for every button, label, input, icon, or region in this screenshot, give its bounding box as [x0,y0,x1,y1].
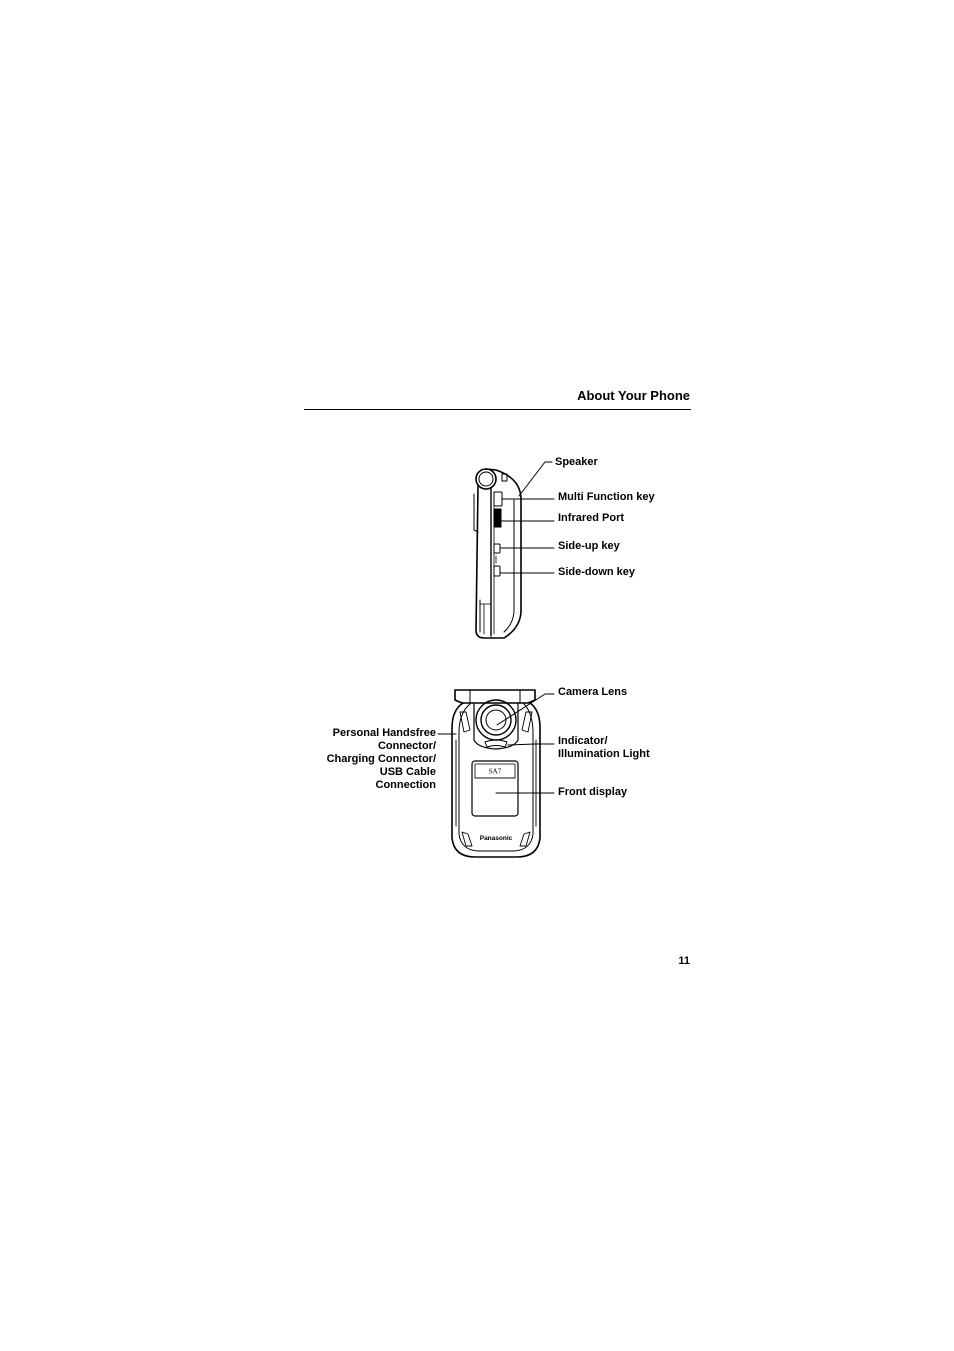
label-handsfree-connector [300,727,436,792]
side-view-leader-lines [500,462,554,573]
label-side-down-key: Side-down key [558,566,636,578]
label-front-display: Front display [558,786,628,798]
label-infrared-port: Infrared Port [558,512,625,524]
label-handsfree-line3: Charging Connector/ [326,753,436,765]
label-handsfree-line4: USB Cable [379,766,436,778]
label-multi-function-key: Multi Function key [558,491,655,503]
label-handsfree-line5: Connection [375,779,436,791]
label-side-up-key: Side-up key [558,540,620,552]
brand-logo: Panasonic [479,835,513,842]
phone-side-view [474,469,521,638]
label-speaker: Speaker [555,456,598,468]
label-handsfree-line2: Connector/ [377,740,436,752]
section-title: About Your Phone [577,388,690,403]
label-camera-lens: Camera Lens [558,686,628,698]
label-handsfree-line1: Personal Handsfree [332,727,436,739]
page-number: 11 [678,955,690,967]
label-indicator-line2: Illumination Light [558,748,650,760]
label-indicator-illumination [558,735,650,761]
display-model-text: SA7 [488,767,502,776]
label-indicator-line1: Indicator/ [558,735,608,747]
